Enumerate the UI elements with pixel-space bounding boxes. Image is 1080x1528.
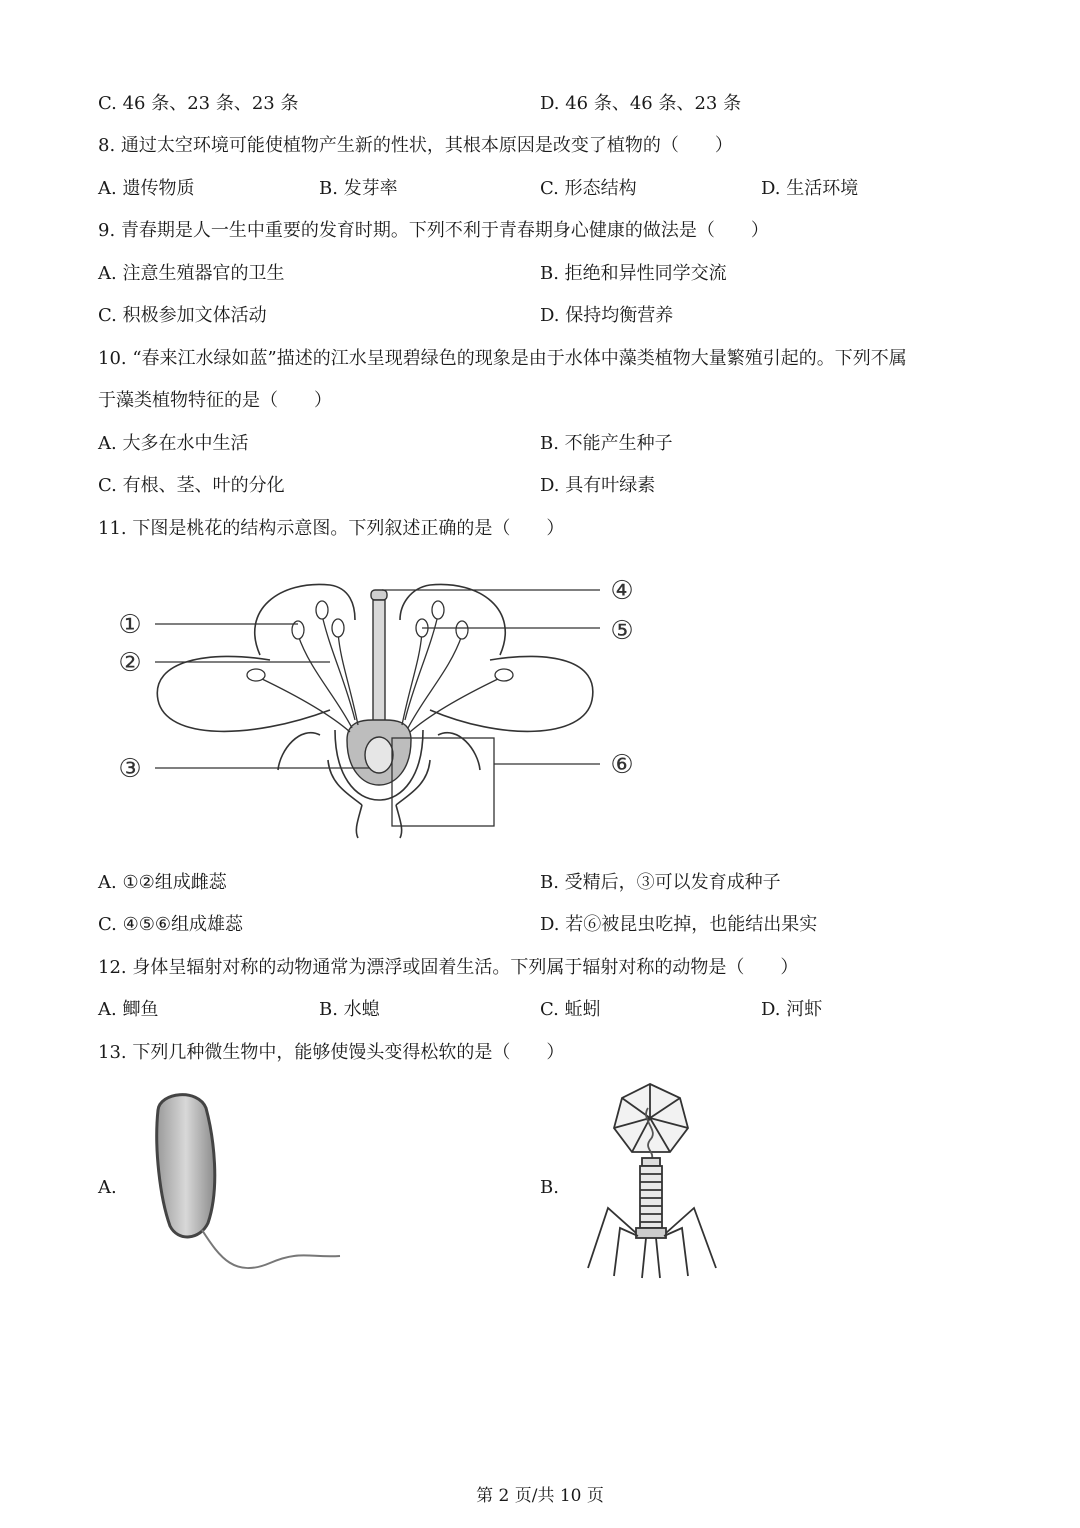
q13-option-b: B. — [540, 1177, 559, 1198]
bacterium-illustration — [140, 1088, 360, 1288]
q7-option-c: C. 46 条、23 条、23 条 — [98, 93, 299, 114]
q12-option-a: A. 鲫鱼 — [98, 999, 159, 1020]
label-2: ② — [118, 648, 142, 678]
q9-option-a: A. 注意生殖器官的卫生 — [98, 263, 285, 284]
q12-option-d: D. 河虾 — [761, 999, 823, 1020]
q9-stem: 9. 青春期是人一生中重要的发育时期。下列不利于青春期身心健康的做法是（ ） — [98, 220, 769, 241]
q10-stem-line1: 10. “春来江水绿如蓝”描述的江水呈现碧绿色的现象是由于水体中藻类植物大量繁殖引起的。下列不属 — [98, 348, 907, 369]
q13-option-a: A. — [98, 1177, 117, 1198]
label-1: ① — [118, 610, 142, 640]
q11-option-c: C. ④⑤⑥组成雄蕊 — [98, 914, 243, 935]
q8-option-a: A. 遗传物质 — [98, 178, 195, 199]
label-4: ④ — [610, 576, 634, 606]
label-6: ⑥ — [610, 750, 634, 780]
label-3: ③ — [118, 754, 142, 784]
peach-flower-diagram — [100, 560, 660, 850]
q10-option-c: C. 有根、茎、叶的分化 — [98, 475, 285, 496]
q8-option-c: C. 形态结构 — [540, 178, 637, 199]
label-5: ⑤ — [610, 616, 634, 646]
q12-option-c: C. 蚯蚓 — [540, 999, 601, 1020]
page-footer: 第 2 页/共 10 页 — [476, 1486, 604, 1506]
q11-option-b: B. 受精后，③可以发育成种子 — [540, 872, 781, 893]
q8-stem: 8. 通过太空环境可能使植物产生新的性状，其根本原因是改变了植物的（ ） — [98, 135, 733, 156]
q10-option-a: A. 大多在水中生活 — [98, 433, 249, 454]
q13-stem: 13. 下列几种微生物中，能够使馒头变得松软的是（ ） — [98, 1042, 565, 1063]
bacteriophage-illustration — [580, 1078, 740, 1288]
q10-option-d: D. 具有叶绿素 — [540, 475, 656, 496]
q9-option-c: C. 积极参加文体活动 — [98, 305, 267, 326]
q8-option-d: D. 生活环境 — [761, 178, 859, 199]
q12-stem: 12. 身体呈辐射对称的动物通常为漂浮或固着生活。下列属于辐射对称的动物是（ ） — [98, 957, 799, 978]
q11-option-d: D. 若⑥被昆虫吃掉，也能结出果实 — [540, 914, 818, 935]
q9-option-d: D. 保持均衡营养 — [540, 305, 674, 326]
q11-option-a: A. ①②组成雌蕊 — [98, 872, 227, 893]
q7-option-d: D. 46 条、46 条、23 条 — [540, 93, 742, 114]
q11-stem: 11. 下图是桃花的结构示意图。下列叙述正确的是（ ） — [98, 518, 565, 539]
q10-option-b: B. 不能产生种子 — [540, 433, 673, 454]
q8-option-b: B. 发芽率 — [319, 178, 398, 199]
q9-option-b: B. 拒绝和异性同学交流 — [540, 263, 727, 284]
q10-stem-line2: 于藻类植物特征的是（ ） — [98, 390, 332, 411]
q12-option-b: B. 水螅 — [319, 999, 380, 1020]
